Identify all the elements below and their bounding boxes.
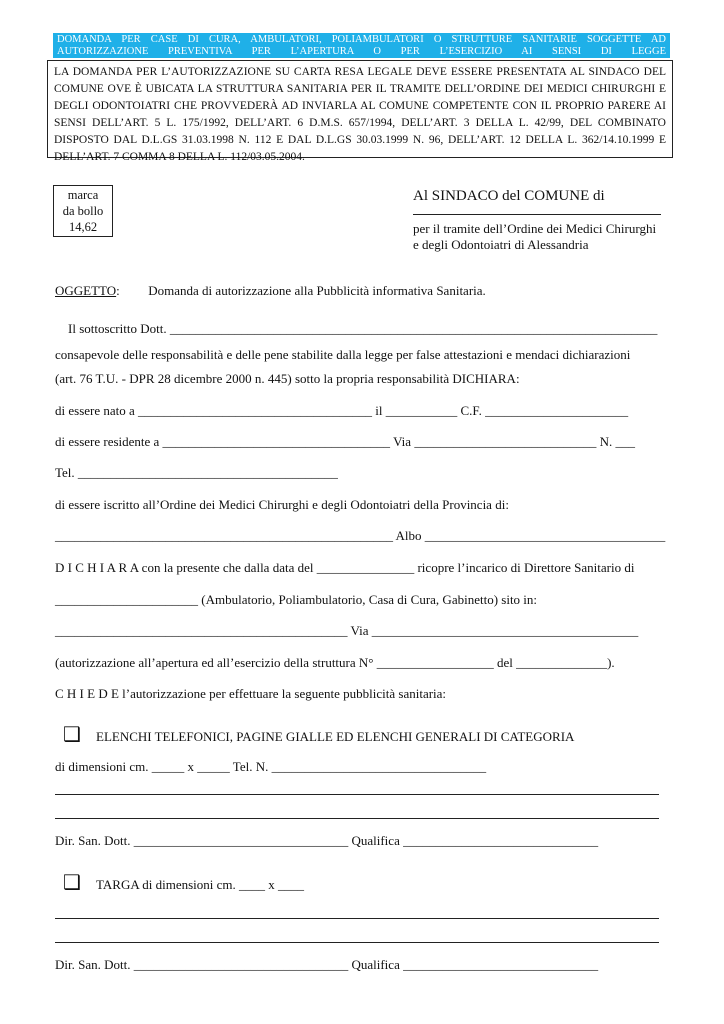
targa-blank-line-1[interactable]: [55, 918, 659, 919]
stamp-line-2: da bollo: [62, 204, 104, 218]
sottoscritto-line[interactable]: Il sottoscritto Dott. ___________________________________________________________________________: [68, 321, 658, 336]
autorizzazione-line[interactable]: (autorizzazione all’apertura ed all’esercizio della struttura N° __________________ del ______________).: [55, 655, 615, 670]
oggetto-text: Domanda di autorizzazione alla Pubblicità informativa Sanitaria.: [148, 283, 486, 298]
struttura-type-line[interactable]: ______________________ (Ambulatorio, Poliambulatorio, Casa di Cura, Gabinetto) sito in:: [55, 592, 538, 607]
albo-line[interactable]: ____________________________________________________ Albo _____________________________________: [55, 528, 666, 543]
targa-signature-line[interactable]: Dir. San. Dott. _________________________________ Qualifica ______________________________: [55, 957, 599, 972]
dichiara-line[interactable]: D I C H I A R A con la presente che dalla data del _______________ ricopre l’incarico di Direttore Sanitario di: [55, 560, 635, 575]
recipient-title: Al SINDACO del COMUNE di: [413, 188, 605, 204]
recipient-via-line1: per il tramite dell’Ordine dei Medici Chirurghi: [413, 221, 657, 236]
sito-via-line[interactable]: _____________________________________________ Via _________________________________________: [55, 623, 639, 638]
nato-line[interactable]: di essere nato a ____________________________________ il ___________ C.F. ______________________: [55, 403, 629, 418]
legal-note-box: LA DOMANDA PER L’AUTORIZZAZIONE SU CARTA RESA LEGALE DEVE ESSERE PRESENTATA AL SINDACO DEL COMUNE OVE È UBICATA LA STRUTTURA SANITARIA PER IL TRAMITE DELL’ORDINE DEI MEDICI CHIRURGHI E DEGLI ODONTOIATRI CHE PROVVEDERÀ AD INVIARLA AL COMUNE COMPETENTE CON IL PROPRIO PARERE AI SENSI DELL’ART. 5 L. 175/1992, DELL’ART. 6 D.M.S. 657/1994, DELL’ART. 3 DELLA L. 42/99, DEL COMBINATO DISPOSTO DAL D.L.GS 31.03.1998 N. 112 E DAL D.L.GS 30.03.1999 N. 96, DELL’ART. 12 DELLA L. 362/14.10.1999 E DELL’ART. 7 COMMA 8 DELLA L. 112/03.05.2004.: [47, 60, 673, 158]
header-banner: DOMANDA PER CASE DI CURA, AMBULATORI, POLIAMBULATORI O STRUTTURE SANITARIE SOGGETTE AD AUTORIZZAZIONE PREVENTIVA PER L’APERTURA O PER L’ESERCIZIO AI SENSI DI LEGGE: [53, 33, 670, 58]
stamp-line-3: 14,62: [68, 220, 98, 234]
oggetto-colon: :: [116, 283, 120, 298]
elenchi-blank-line-2[interactable]: [55, 818, 659, 819]
revenue-stamp-box: [53, 185, 113, 237]
checkbox-elenchi-icon[interactable]: ❑: [63, 724, 81, 746]
elenchi-blank-line-1[interactable]: [55, 794, 659, 795]
section-targa-title[interactable]: TARGA di dimensioni cm. ____ x ____: [96, 877, 305, 892]
comune-blank-line[interactable]: [413, 214, 661, 215]
targa-blank-line-2[interactable]: [55, 942, 659, 943]
oggetto-label: OGGETTO: [55, 283, 117, 298]
dpr-reference-line: (art. 76 T.U. - DPR 28 dicembre 2000 n. 445) sotto la propria responsabilità DICHIARA:: [55, 371, 520, 386]
section-elenchi-title: ELENCHI TELEFONICI, PAGINE GIALLE ED ELENCHI GENERALI DI CATEGORIA: [96, 729, 575, 744]
recipient-via-line2: e degli Odontoiatri di Alessandria: [413, 237, 589, 252]
elenchi-dims-line[interactable]: di dimensioni cm. _____ x _____ Tel. N. _________________________________: [55, 759, 487, 774]
residente-line[interactable]: di essere residente a ___________________________________ Via ____________________________ N. ___: [55, 434, 635, 449]
checkbox-targa-icon[interactable]: ❑: [63, 872, 81, 894]
iscritto-line: di essere iscritto all’Ordine dei Medici Chirurghi e degli Odontoiatri della Provincia di:: [55, 497, 509, 512]
consapevole-line: consapevole delle responsabilità e delle pene stabilite dalla legge per false attestazioni e mendaci dichiarazioni: [55, 347, 631, 362]
elenchi-signature-line[interactable]: Dir. San. Dott. _________________________________ Qualifica ______________________________: [55, 833, 599, 848]
tel-line[interactable]: Tel. ________________________________________: [55, 465, 338, 480]
stamp-line-1: marca: [67, 188, 99, 202]
oggetto-row: [55, 283, 486, 299]
chiede-line: C H I E D E l’autorizzazione per effettuare la seguente pubblicità sanitaria:: [55, 686, 447, 701]
